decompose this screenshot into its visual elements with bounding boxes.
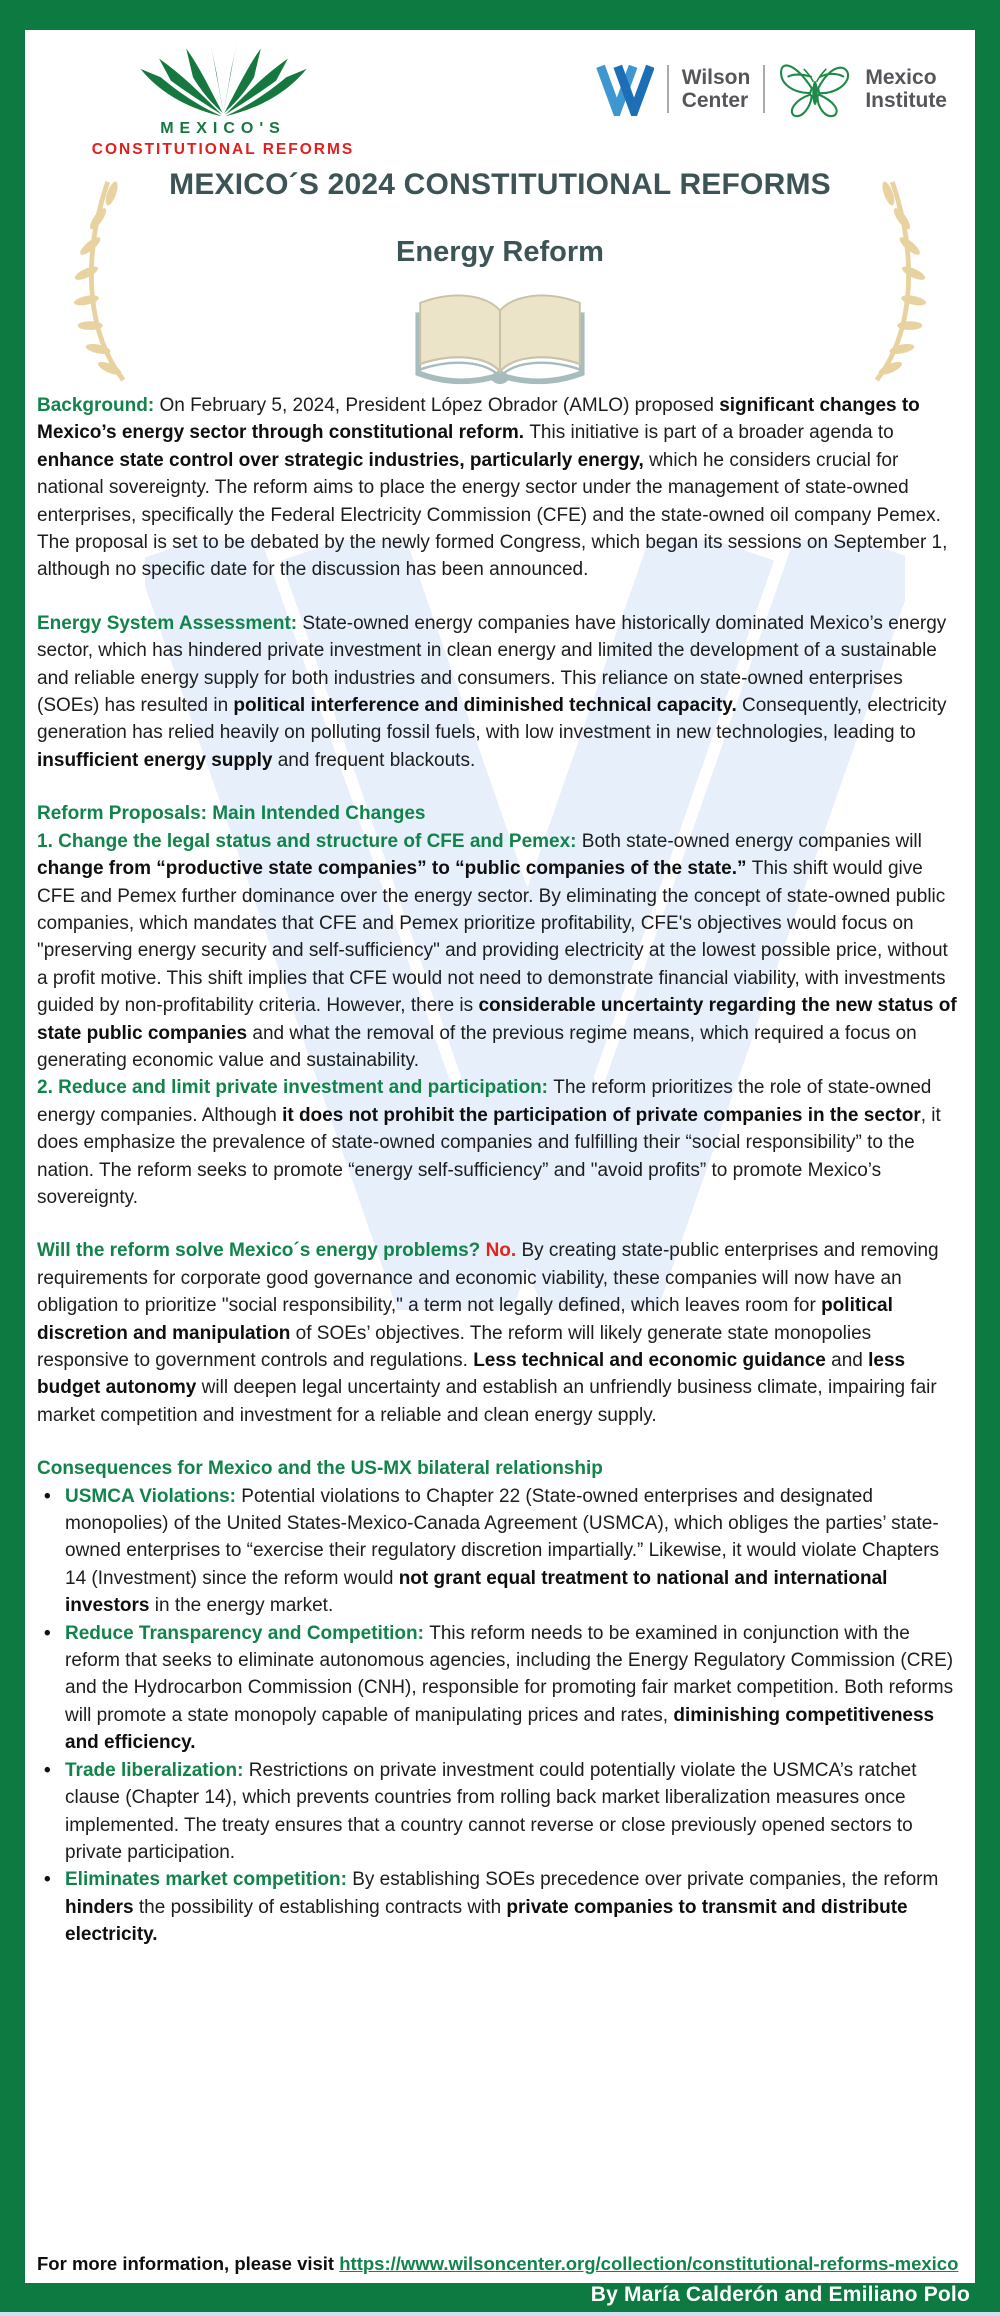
footer-link[interactable]: https://www.wilsoncenter.org/collection/constitutional-reforms-mexico — [339, 2253, 959, 2274]
page-subtitle: Energy Reform — [396, 236, 604, 268]
brand-divider — [667, 65, 669, 113]
proposal-item-2: 2. Reduce and limit private investment and participation: The reform prioritizes the role of state-owned energy companies. Although it does not prohibit the participation of private companies in the sector, it does emphasize the prevalence of state-owned companies and fulfilling their “social responsibility” to the nation. The reform seeks to promote “energy self-sufficiency” and "avoid profits” to promote Mexico’s sovereignty. — [37, 1077, 941, 1208]
mexico-line2: Institute — [865, 89, 947, 112]
logo-line2: CONSTITUTIONAL REFORMS — [91, 141, 355, 158]
wilson-w-icon — [596, 62, 654, 116]
footer-prefix: For more information, please visit — [37, 2253, 340, 2274]
solve-paragraph: Will the reform solve Mexico´s energy problems? No. By creating state-public enterprises and removing requirements for corporate good governance and economic viability, these companies will now have an obligation to prioritize "social responsibility," a term not legally defined, which leaves room for political discretion and manipulation of SOEs’ objectives. The reform will likely generate state monopolies responsive to government controls and regulations. Less technical and economic guidance and less budget autonomy will deepen legal uncertainty and establish an unfriendly business climate, impairing fair market competition and investment for a reliable and clean energy supply. — [37, 1240, 939, 1426]
footer-info — [37, 2253, 963, 2275]
consequences-heading: Consequences for Mexico and the US-MX bilateral relationship — [37, 1458, 603, 1480]
butterfly-icon — [778, 56, 852, 122]
consequences-list — [37, 1483, 963, 1949]
logo-line1: MEXICO'S — [160, 120, 286, 137]
authors-credit: By María Calderón and Emiliano Polo — [590, 2283, 970, 2306]
body-text — [37, 392, 963, 1949]
laurel-right-icon — [867, 170, 935, 388]
bullet-eliminates-competition: • Eliminates market competition: By establishing SOEs precedence over private companies, the reform hinders the possibility of establishing contracts with private companies to transmit and distribute electricity. — [37, 1866, 963, 1948]
bullet-usmca-violations: • USMCA Violations: Potential violations to Chapter 22 (State-owned enterprises and designated monopolies) of the United States-Mexico-Canada Agreement (USMCA), which obliges the parties’ state-owned enterprises to “exercise their regulatory discretion impartially.” Likewise, it would violate Chapters 14 (Investment) since the reform would not grant equal treatment to national and international investors in the energy market. — [37, 1483, 963, 1620]
book-fan-logo-icon — [106, 40, 341, 118]
bottom-strip — [0, 2312, 1000, 2316]
assessment-paragraph: Energy System Assessment: State-owned energy companies have historically dominated Mexico’s energy sector, which has hindered private investment in clean energy and limited the development of a sustainable and reliable energy supply for both industries and consumers. This reliance on state-owned enterprises (SOEs) has resulted in political interference and diminished technical capacity. Consequently, electricity generation has relied heavily on polluting fossil fuels, with low investment in new technologies, leading to insufficient energy supply and frequent blackouts. — [37, 612, 947, 771]
bullet-reduce-transparency: • Reduce Transparency and Competition: This reform needs to be examined in conjunction with the reform that seeks to eliminate autonomous agencies, including the Energy Regulatory Commission (CRE) and the Hydrocarbon Commission (CNH), responsible for promoting fair market competition. Both reforms will promote a state monopoly capable of manipulating prices and rates, diminishing competitiveness and efficiency. — [37, 1620, 963, 1757]
constitutional-reforms-logo — [37, 40, 409, 159]
brand-row — [596, 56, 947, 122]
wilson-line1: Wilson — [681, 66, 751, 89]
open-book-icon — [405, 280, 595, 398]
brand-divider-2 — [763, 65, 765, 113]
laurel-left-icon — [65, 170, 133, 388]
proposal-item-1: 1. Change the legal status and structure of CFE and Pemex: Both state-owned energy companies will change from “productive state companies” to “public companies of the state.” This shift would give CFE and Pemex further dominance over the energy sector. By eliminating the concept of state-owned public companies, which mandates that CFE and Pemex prioritize profitability, CFE's objectives would focus on "preserving energy security and self-sufficiency" and providing electricity at the lowest possible price, without a profit motive. This shift implies that CFE would not need to demonstrate financial viability, with investments guided by non-profitability criteria. However, there is considerable uncertainty regarding the new status of state public companies and what the removal of the previous regime means, which required a focus on generating economic value and sustainability. — [37, 830, 957, 1071]
mexico-line1: Mexico — [865, 66, 937, 89]
wilson-center-label — [682, 66, 751, 112]
background-paragraph: Background: On February 5, 2024, President López Obrador (AMLO) proposed significant changes to Mexico’s energy sector through constitutional reform. This initiative is part of a broader agenda to enhance state control over strategic industries, particularly energy, which he considers crucial for national sovereignty. The reform aims to place the energy sector under the management of state-owned enterprises, specifically the Federal Electricity Commission (CFE) and the state-owned oil company Pemex. The proposal is set to be debated by the newly formed Congress, which began its sessions on September 1, although no specific date for the discussion has been announced. — [37, 395, 948, 581]
page-title: MEXICO´S 2024 CONSTITUTIONAL REFORMS — [169, 168, 831, 201]
mexico-institute-label — [865, 66, 947, 112]
proposals-heading: Reform Proposals: Main Intended Changes — [37, 803, 426, 825]
bullet-trade-liberalization: • Trade liberalization: Restrictions on private investment could potentially violate the USMCA’s ratchet clause (Chapter 14), which prevents countries from rolling back market liberalization measures once implemented. The treaty ensures that a country cannot reverse or close previously opened sectors to private participation. — [37, 1757, 963, 1867]
wilson-line2: Center — [681, 89, 749, 112]
content-area — [25, 30, 975, 2283]
